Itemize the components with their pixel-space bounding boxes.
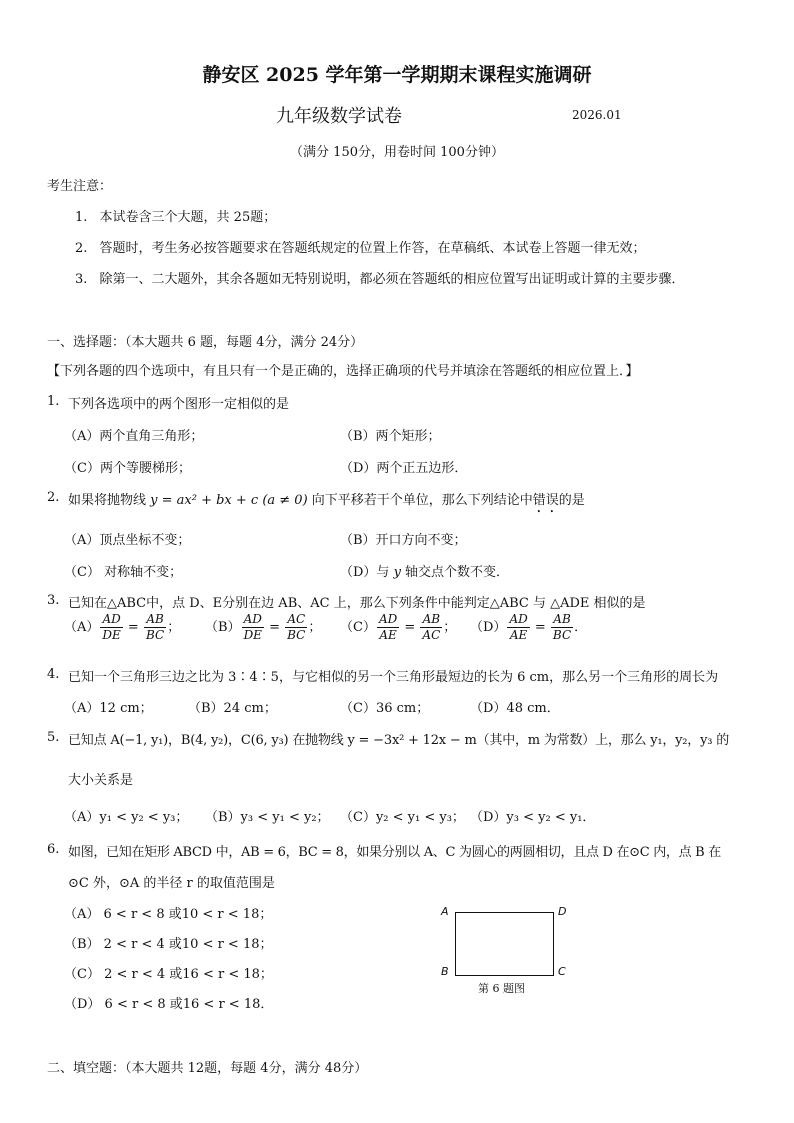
q3-fraction xyxy=(377,612,399,643)
q5-stem: 已知点 A(−1, y₁)，B(4, y₂)，C(6, y₃) 在抛物线 y = −3x² + 12x − m（其中，m 为常数）上，那么 y₁，y₂，y₃ 的 xyxy=(68,733,729,748)
figure-label-d: D xyxy=(558,905,567,918)
section1-heading: 一、选择题：（本大题共 6 题，每题 4分，满分 24分） xyxy=(47,335,364,350)
fraction-denominator: DE xyxy=(243,628,262,642)
q1-option-c: （C）两个等腰梯形； xyxy=(64,461,191,476)
q6-stem-line2: ⊙C 外，⊙A 的半径 r 的取值范围是 xyxy=(68,876,275,891)
q5-option-d: （D）y₃ < y₂ < y₁． xyxy=(470,810,596,825)
q6-stem: 如图，已知在矩形 ABCD 中，AB = 6，BC = 8，如果分别以 A、C 为圆心的两圆相切，且点 D 在⊙C 内，点 B 在 xyxy=(68,845,721,860)
q3-fraction xyxy=(285,612,307,643)
q2-stem xyxy=(68,489,585,516)
q5-option-b: （B）y₃ < y₁ < y₂； xyxy=(205,810,330,825)
fraction-denominator: BC xyxy=(552,628,572,642)
q6-figure-caption: 第 6 题图 xyxy=(478,982,525,995)
fraction-denominator: AE xyxy=(509,628,528,642)
q3-fraction xyxy=(100,612,122,643)
q2-stem-mid: 向下平移若干个单位，那么下列结论中 xyxy=(307,493,533,508)
q3-option-label: （C） xyxy=(340,620,376,635)
section1-instruction: 【下列各题的四个选项中，有且只有一个是正确的，选择正确项的代号并填涂在答题纸的相应位置上．】 xyxy=(47,364,639,379)
q2-option-d xyxy=(340,561,509,580)
q6-option-c: （C） 2 < r < 4 或16 < r < 18； xyxy=(64,967,273,982)
notice-item-num: 2. xyxy=(75,241,88,256)
q2-formula: y = ax² + bx + c (a ≠ 0) xyxy=(150,493,308,508)
q3-option-label: （A） xyxy=(64,620,100,635)
q3-option-a: （A） $\frac{AD}{DE}$ = $\frac{AB}{BC}$ ； xyxy=(64,612,181,642)
q3-option-label: （D） xyxy=(470,620,507,635)
figure-label-c: C xyxy=(558,965,566,978)
fraction-numerator: AD xyxy=(378,612,398,626)
fraction-numerator: AD xyxy=(509,612,528,626)
q3-option-end: ； xyxy=(308,620,322,635)
q3-option-b: （B） $\frac{AD}{DE}$ = $\frac{AC}{BC}$ ； xyxy=(205,612,322,642)
q3-fraction xyxy=(507,612,529,643)
q3-option-label: （B） xyxy=(205,620,241,635)
notice-label: 考生注意： xyxy=(47,179,113,194)
notice-item-text: 本试卷含三个大题，共 25题； xyxy=(99,210,277,225)
notice-item-text: 除第一、二大题外，其余各题如无特别说明，都必须在答题纸的相应位置写出证明或计算的主要步骤． xyxy=(99,272,685,287)
fraction-numerator: AC xyxy=(285,612,307,628)
fraction-denominator: BC xyxy=(287,628,306,642)
q2-stem-post: 的是 xyxy=(558,493,585,508)
fraction-denominator: AC xyxy=(422,628,441,642)
q1-option-a: （A）两个直角三角形； xyxy=(64,429,204,444)
q3-stem: 已知在△ABC中，点 D、E分别在边 AB、AC 上，那么下列条件中能判定△ABC 与 △ADE 相似的是 xyxy=(68,596,646,611)
q6-num: 6. xyxy=(47,842,60,857)
fraction-numerator: AD xyxy=(242,612,264,628)
q4-option-a: （A）12 cm； xyxy=(64,701,153,716)
q5-option-c: （C）y₂ < y₁ < y₃； xyxy=(340,810,465,825)
figure-label-b: B xyxy=(441,965,449,978)
q2-option-b: （B）开口方向不变； xyxy=(340,533,467,548)
fraction-numerator: AB xyxy=(144,612,166,628)
q3-option-end: ． xyxy=(574,620,588,635)
q6-rectangle-figure xyxy=(455,912,554,976)
q4-option-b: （B）24 cm； xyxy=(188,701,277,716)
q5-option-a: （A）y₁ < y₂ < y₃； xyxy=(64,810,189,825)
exam-info: （满分 150分，用卷时间 100分钟） xyxy=(290,145,504,160)
q6-option-d: （D） 6 < r < 8 或16 < r < 18． xyxy=(64,997,274,1012)
q6-option-b: （B） 2 < r < 4 或10 < r < 18； xyxy=(64,937,273,952)
q3-option-end: ； xyxy=(167,620,181,635)
exam-date: 2026.01 xyxy=(572,108,622,122)
fraction-numerator: AB xyxy=(551,612,573,628)
q2-num: 2. xyxy=(47,490,60,505)
notice-item-text: 答题时，考生务必按答题要求在答题纸规定的位置上作答，在草稿纸、本试卷上答题一律无效； xyxy=(99,241,646,256)
fraction-denominator: DE xyxy=(102,628,121,642)
q6-option-a: （A） 6 < r < 8 或10 < r < 18； xyxy=(64,907,273,922)
notice-item-3 xyxy=(75,268,685,287)
q2-option-d-pre: （D）与 xyxy=(340,565,394,580)
exam-subtitle: 九年级数学试卷 xyxy=(276,106,402,127)
q3-fraction xyxy=(551,612,573,643)
q3-fraction xyxy=(420,612,442,643)
q2-option-d-post: 轴交点个数不变． xyxy=(400,565,510,580)
exam-title: 静安区 2025 学年第一学期期末课程实施调研 xyxy=(202,64,592,86)
notice-item-num: 1. xyxy=(75,210,88,225)
q3-fraction xyxy=(242,612,264,643)
notice-item-2 xyxy=(75,237,646,256)
figure-label-a: A xyxy=(441,905,449,918)
notice-item-1 xyxy=(75,206,276,225)
fraction-denominator: BC xyxy=(145,628,165,642)
q3-fraction xyxy=(144,612,166,643)
q3-option-end: ； xyxy=(443,620,457,635)
q1-stem: 下列各选项中的两个图形一定相似的是 xyxy=(68,397,290,412)
section2-heading: 二、填空题：（本大题共 12题，每题 4分，满分 48分） xyxy=(47,1061,368,1076)
q1-option-d: （D）两个正五边形． xyxy=(340,461,468,476)
q2-stem-emphasis: 错误 xyxy=(532,493,559,508)
q2-option-a: （A）顶点坐标不变； xyxy=(64,533,191,548)
q4-option-d: （D）48 cm． xyxy=(470,701,560,716)
q3-num: 3. xyxy=(47,593,60,608)
q5-stem-line2: 大小关系是 xyxy=(68,773,134,788)
fraction-numerator: AD xyxy=(100,612,122,628)
q2-stem-pre: 如果将抛物线 xyxy=(68,493,151,508)
fraction-numerator: AB xyxy=(420,612,442,628)
q1-num: 1. xyxy=(47,394,60,409)
notice-item-num: 3. xyxy=(75,272,88,287)
fraction-denominator: AE xyxy=(379,628,397,642)
q1-option-b: （B）两个矩形； xyxy=(340,429,441,444)
q5-num: 5. xyxy=(47,730,60,745)
q3-option-d: （D） $\frac{AD}{AE}$ = $\frac{AB}{BC}$ ． xyxy=(470,612,588,642)
q4-option-c: （C）36 cm； xyxy=(340,701,430,716)
q3-option-c: （C） $\frac{AD}{AE}$ = $\frac{AB}{AC}$ ； xyxy=(340,612,457,642)
q4-num: 4. xyxy=(47,667,60,682)
q2-option-c: （C） 对称轴不变； xyxy=(64,565,183,580)
q4-stem: 已知一个三角形三边之比为 3∶4∶5，与它相似的另一个三角形最短边的长为 6 cm，那么另一个三角形的周长为 xyxy=(68,670,719,685)
q2-option-d-var: y xyxy=(393,565,401,580)
